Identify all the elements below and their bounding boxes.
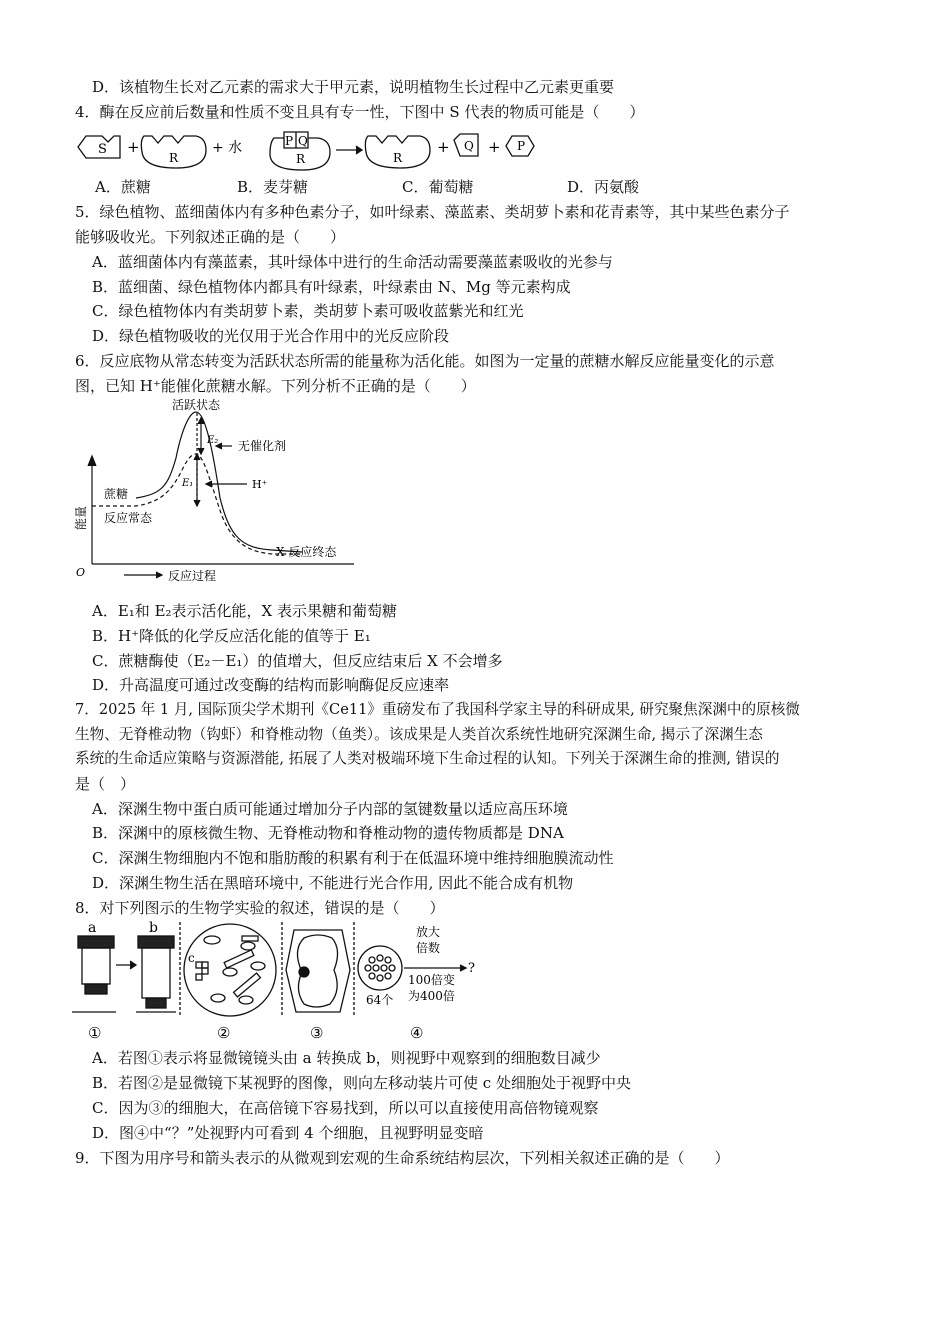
label-zoom2: 倍数 (416, 941, 441, 955)
field-of-view-4 (358, 946, 402, 990)
q6-option-b: B．H⁺降低的化学反应活化能的值等于 E₁ (92, 627, 371, 645)
q6-stem-line2: 图，已知 H⁺能催化蔗糖水解。下列分析不正确的是（ ） (75, 377, 476, 395)
q4-stem: 4．酶在反应前后数量和性质不变且具有专一性，下图中 S 代表的物质可能是（ ） (75, 103, 645, 121)
q4-option-d: D．丙氨酸 (567, 178, 640, 196)
label-c: c (188, 951, 195, 965)
q5-option-a: A．蓝细菌体内有藻蓝素，其叶绿体中进行的生命活动需要藻蓝素吸收的光参与 (92, 253, 613, 271)
water-label: + 水 (212, 140, 243, 156)
q4-option-c: C．葡萄糖 (402, 178, 474, 196)
svg-text:R: R (393, 151, 403, 165)
x-axis-label: 反应过程 (168, 569, 217, 583)
label-active-state: 活跃状态 (172, 398, 221, 412)
no-catalyst-curve (136, 412, 302, 552)
q6-option-c: C．蔗糖酶使（E₂－E₁）的值增大，但反应结束后 X 不会增多 (92, 652, 503, 670)
origin-label: O (76, 566, 86, 579)
label-zoom3: 100倍变 (408, 973, 455, 987)
lens-a (78, 936, 114, 994)
svg-text:+: + (488, 138, 501, 156)
q7-stem-line1: 7．2025 年 1 月, 国际顶尖学术期刊《Ce11》重磅发布了我国科学家主导的科研成果, 研究聚焦深渊中的原核微 (75, 701, 800, 718)
q7-option-a: A．深渊生物中蛋白质可能通过增加分子内部的氢键数量以适应高压环境 (92, 800, 568, 818)
label-sucrose: 蔗糖 (104, 487, 129, 501)
q8-option-b: B．若图②是显微镜下某视野的图像，则向左移动装片可使 c 处细胞处于视野中央 (92, 1074, 631, 1092)
q5-option-b: B．蓝细菌、绿色植物体内都具有叶绿素，叶绿素由 N、Mg 等元素构成 (92, 278, 571, 296)
label-s: S (98, 142, 107, 157)
lens-b (138, 936, 174, 1008)
svg-text:Q: Q (298, 134, 308, 148)
q5-option-c: C．绿色植物体内有类胡萝卜素，类胡萝卜素可吸收蓝紫光和红光 (92, 302, 524, 320)
label-fig3: ③ (310, 1024, 324, 1042)
q5-stem-line1: 5．绿色植物、蓝细菌体内有多种色素分子，如叶绿素、藻蓝素、类胡萝卜素和花青素等，其中某些色素分子 (75, 203, 790, 221)
q9-stem: 9．下图为用序号和箭头表示的从微观到宏观的生命系统结构层次，下列相关叙述正确的是（ ） (75, 1149, 730, 1167)
label-zoom1: 放大 (416, 925, 441, 939)
label-fig4: ④ (410, 1024, 424, 1042)
label-p: P (517, 139, 526, 153)
q5-option-d: D．绿色植物吸收的光仅用于光合作用中的光反应阶段 (92, 327, 450, 345)
q4-option-a: A．蔗糖 (95, 178, 151, 196)
svg-text:+: + (127, 138, 140, 156)
label-a: a (88, 920, 97, 936)
q7-stem-line2: 生物、无脊椎动物（钩虾）和脊椎动物（鱼类）。该成果是人类首次系统性地研究深渊生命, 揭示了深渊生态 (75, 726, 763, 743)
field-of-view-2 (184, 924, 276, 1016)
svg-text:R: R (296, 152, 306, 166)
q7-option-d: D．深渊生物生活在黑暗环境中, 不能进行光合作用, 因此不能合成有机物 (92, 874, 574, 892)
svg-text:+: + (437, 138, 450, 156)
label-fig1: ① (88, 1024, 102, 1042)
label-r: R (169, 151, 179, 165)
q7-option-c: C．深渊生物细胞内不饱和脂肪酸的积累有利于在低温环境中维持细胞膜流动性 (92, 849, 614, 867)
label-zoom4: 为400倍 (408, 989, 455, 1003)
label-count: 64个 (366, 993, 394, 1007)
label-final-state: X 反应终态 (276, 545, 337, 559)
q6-stem-line1: 6．反应底物从常态转变为活跃状态所需的能量称为活化能。如图为一定量的蔗糖水解反应能量变化的示意 (75, 352, 775, 370)
label-h: H⁺ (252, 478, 268, 491)
q4-option-b: B．麦芽糖 (237, 178, 309, 196)
q6-option-d: D．升高温度可通过改变酶的结构而影响酶促反应速率 (92, 676, 450, 694)
q7-stem-line3: 系统的生命适应策略与资源潜能, 拓展了人类对极端环境下生命过程的认知。下列关于深渊生命的推测, 错误的 (75, 750, 780, 767)
q7-option-b: B．深渊中的原核微生物、无脊椎动物和脊椎动物的遗传物质都是 DNA (92, 824, 564, 842)
q5-stem-line2: 能够吸收光。下列叙述正确的是（ ） (75, 228, 346, 246)
label-question: ? (468, 961, 475, 976)
y-axis-label: 能量 (74, 505, 88, 530)
q8-option-c: C．因为③的细胞大，在高倍镜下容易找到，所以可以直接使用高倍物镜观察 (92, 1099, 599, 1117)
label-e1: E₁ (182, 478, 194, 489)
q6-energy-diagram (72, 398, 362, 586)
label-q: Q (464, 139, 474, 153)
q6-option-a: A．E₁和 E₂表示活化能，X 表示果糖和葡萄糖 (92, 602, 397, 620)
q4-enzyme-diagram (72, 126, 542, 172)
q8-option-a: A．若图①表示将显微镜镜头由 a 转换成 b，则视野中观察到的细胞数目减少 (92, 1049, 601, 1067)
plant-cell-3 (286, 930, 350, 1012)
q3-option-d: D．该植物生长对乙元素的需求大于甲元素，说明植物生长过程中乙元素更重要 (92, 78, 615, 96)
label-fig2: ② (217, 1024, 231, 1042)
q8-microscope-figure (72, 920, 492, 1042)
q8-stem: 8．对下列图示的生物学实验的叙述，错误的是（ ） (75, 899, 445, 917)
svg-text:P: P (285, 134, 294, 148)
q8-option-d: D．图④中“？”处视野内可看到 4 个细胞，且视野明显变暗 (92, 1124, 484, 1142)
q7-stem-line4: 是（ ） (75, 775, 136, 793)
label-no-catalyst: 无催化剂 (238, 439, 287, 453)
label-e2: E₂ (207, 435, 219, 446)
label-normal-state: 反应常态 (104, 511, 153, 525)
label-b: b (149, 920, 158, 936)
